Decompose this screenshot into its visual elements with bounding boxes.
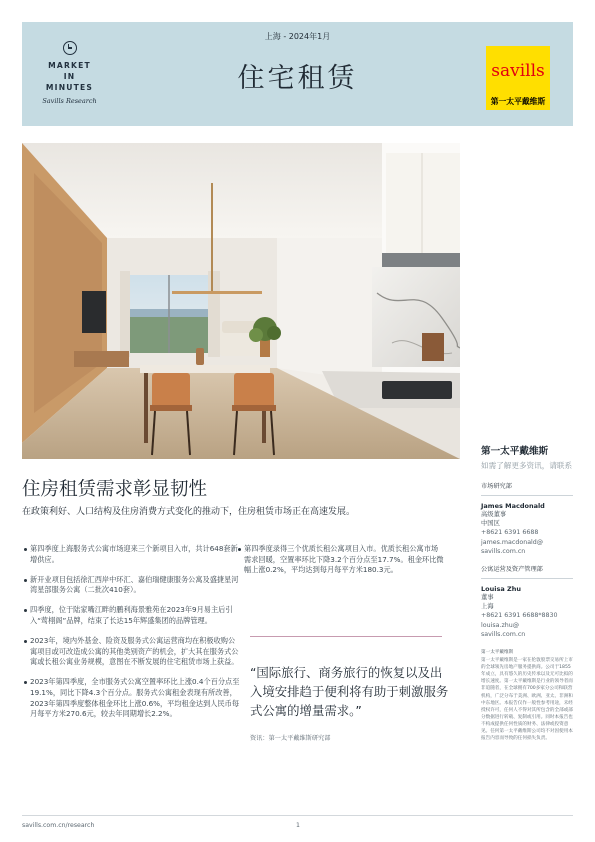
bullet-list-right bbox=[244, 544, 444, 585]
footer-divider bbox=[22, 815, 573, 816]
contact-email-link[interactable]: savills.com.cn bbox=[481, 547, 526, 555]
headline: 住房租赁需求彰显韧性 bbox=[22, 479, 208, 500]
contact-email-link[interactable]: james.macdonald@ bbox=[481, 538, 544, 546]
logo-word-minutes: MINUTES bbox=[45, 83, 94, 92]
logo-subtitle: Savills Research bbox=[42, 97, 97, 105]
sidebar-dept-research: 市场研究部 bbox=[481, 483, 512, 490]
header-band bbox=[22, 22, 573, 126]
hero-photo bbox=[22, 143, 460, 459]
bullet-list-left bbox=[30, 544, 242, 729]
brand-name: savills bbox=[491, 61, 545, 81]
page-number: 1 bbox=[296, 822, 300, 829]
bullet-item: 第四季度录得三个优质长租公寓项目入市。优质长租公寓市场需求回暖，空置率环比下降3.2个百分点至17.7%。租金环比微幅上涨0.2%，平均达到每月每平方米180.3元。 bbox=[244, 544, 444, 575]
sidebar-divider bbox=[481, 495, 573, 496]
report-date: 上海 - 2024年1月 bbox=[264, 32, 331, 41]
bullet-item: 新开业项目包括徐汇西岸中环汇、嘉伯瑞健康服务公寓及盛捷星河湾星部服务公寓（二批次410套）。 bbox=[30, 575, 242, 596]
logo-word-market: MARKET bbox=[48, 61, 91, 70]
contact-region: 中国区 bbox=[481, 520, 500, 528]
footer-url-link[interactable]: savills.com.cn/research bbox=[22, 822, 95, 829]
sidebar-company: 第一太平戴维斯 bbox=[481, 446, 549, 457]
logo-word-in: IN bbox=[63, 72, 76, 81]
sidebar-dept-operations: 公寓运营及资产管理部 bbox=[481, 566, 543, 574]
brand-name-cn: 第一太平戴维斯 bbox=[486, 96, 550, 107]
about-text: 第一太平戴维斯是一家在伦敦股票交易所上市的全球领先房地产服务提供商。公司于1855年成立，具有悠久的历史传承以及无可比拟的增长速度。第一太平戴维斯是行业的领导者而非追随者，在全球拥有700多家分公司和联营机构，广泛分布于美洲、欧洲、亚太、非洲和中东地区。本报告仅作一般性参考用途，未经授权许可，任何人不得对其所包含的全部或部分数据进行转载、复制或引用。同时本报告也不构成提供任何性质的财务、法律或投资意见。任何第一太平戴维斯公司均不对因使用本报告内容而导致的任何损失负责。 bbox=[481, 658, 573, 742]
bullet-item: 2023年，境内外基金、险资及服务式公寓运营商均在积极收购公寓项目或可改造成公寓的其他类别资产的机会，扩大其在服务式公寓或长租公寓业务规模，意图在不断发展的住宅租赁市场上获益。 bbox=[30, 636, 242, 668]
quote-divider bbox=[250, 636, 442, 637]
contact-phone: +8621 6391 6688 bbox=[481, 529, 539, 537]
bullet-item: 四季度，位于陆家嘴江畔的鹏利海景雅苑在2023年9月易主后引入“莺栩阁”品牌，结束了长达15年辉盛集团的品牌管理。 bbox=[30, 605, 242, 626]
bullet-item: 第四季度上海服务式公寓市场迎来三个新项目入市，共计648套新增供应。 bbox=[30, 544, 242, 565]
contact-region: 上海 bbox=[481, 603, 494, 611]
contact-email-link[interactable]: savills.com.cn bbox=[481, 630, 526, 638]
bullet-item: 2023年第四季度，全市服务式公寓空置率环比上涨0.4个百分点至19.1%，同比下降4.3个百分点。服务式公寓租金表现有所改善，2023年第四季度整体租金环比上涨0.6%，平均租金达到人民币每月每平方米270.6元，较去年同期增长2.2%。 bbox=[30, 677, 242, 719]
contact-email-link[interactable]: louisa.zhu@ bbox=[481, 621, 520, 629]
about-title: 第一太平戴维斯 bbox=[481, 650, 514, 656]
contact-name: James Macdonald bbox=[481, 502, 545, 510]
contact-phone: +8621 6391 6688*8830 bbox=[481, 612, 558, 620]
quote-source-prefix: 资讯： bbox=[250, 735, 269, 742]
quote-source bbox=[250, 733, 330, 742]
sidebar-more-info: 如需了解更多资讯，请联系 bbox=[481, 461, 573, 470]
page-title: 住宅租赁 bbox=[237, 63, 358, 94]
intro-paragraph: 在政策利好、人口结构及住房消费方式变化的推动下，住房租赁市场正在高速发展。 bbox=[22, 507, 356, 517]
sidebar-divider bbox=[481, 578, 573, 579]
contact-title: 董事 bbox=[481, 594, 494, 602]
contact-sidebar bbox=[481, 443, 573, 742]
apartment-interior-illustration bbox=[22, 143, 460, 459]
savills-logo bbox=[486, 46, 550, 110]
pull-quote: “国际旅行、商务旅行的恢复以及出入境安排趋于便利将有助于刺激服务式公寓的增量需求。” bbox=[250, 665, 449, 718]
quote-source-name: 第一太平戴维斯研究部 bbox=[268, 735, 331, 742]
clock-icon bbox=[63, 41, 77, 55]
contact-name: Louisa Zhu bbox=[481, 585, 521, 594]
contact-title: 高级董事 bbox=[481, 511, 507, 518]
